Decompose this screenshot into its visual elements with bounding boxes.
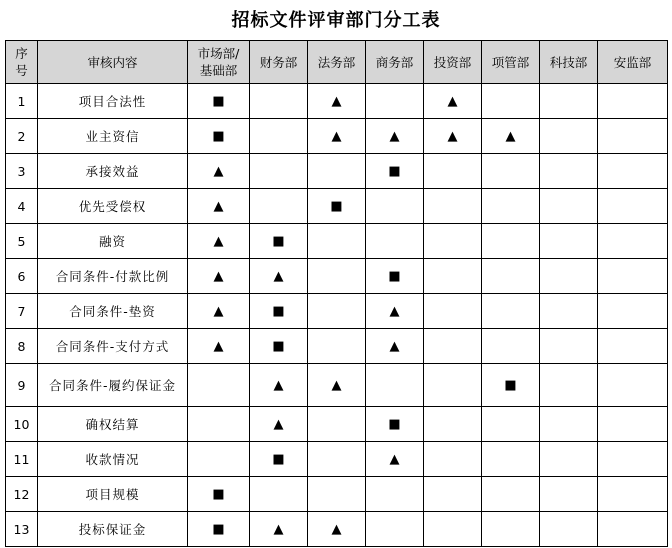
responsibility-cell (366, 154, 424, 189)
header-dept-safety: 安监部 (598, 41, 668, 84)
table-row (6, 329, 668, 364)
responsibility-cell (482, 294, 540, 329)
page-title: 招标文件评审部门分工表 (231, 10, 441, 31)
division-table (5, 40, 668, 547)
responsibility-cell (250, 224, 308, 259)
row-number: 9 (6, 364, 38, 407)
responsibility-cell (482, 442, 540, 477)
responsibility-cell (366, 224, 424, 259)
responsibility-cell (308, 84, 366, 119)
responsibility-cell (188, 442, 250, 477)
triangle-mark-icon: ▲ (389, 129, 400, 144)
responsibility-cell (424, 329, 482, 364)
review-item: 合同条件-履约保证金 (38, 364, 188, 407)
responsibility-cell (598, 329, 668, 364)
table-body (6, 84, 668, 547)
review-item: 项目合法性 (38, 84, 188, 119)
responsibility-cell (540, 477, 598, 512)
responsibility-cell (482, 189, 540, 224)
responsibility-cell (482, 364, 540, 407)
responsibility-cell (366, 294, 424, 329)
responsibility-cell (188, 329, 250, 364)
responsibility-cell (250, 294, 308, 329)
responsibility-cell (598, 154, 668, 189)
square-mark-icon: ■ (330, 199, 343, 214)
triangle-mark-icon: ▲ (273, 269, 284, 284)
table-header-row (6, 41, 668, 84)
table-row (6, 407, 668, 442)
responsibility-cell (188, 477, 250, 512)
table-row (6, 442, 668, 477)
responsibility-cell (366, 512, 424, 547)
review-item: 承接效益 (38, 154, 188, 189)
responsibility-cell (188, 259, 250, 294)
table-row (6, 259, 668, 294)
responsibility-cell (366, 189, 424, 224)
square-mark-icon: ■ (388, 269, 401, 284)
responsibility-cell (424, 259, 482, 294)
responsibility-cell (366, 364, 424, 407)
responsibility-cell (188, 407, 250, 442)
responsibility-cell (482, 329, 540, 364)
responsibility-cell (366, 84, 424, 119)
responsibility-cell (540, 84, 598, 119)
responsibility-cell (482, 224, 540, 259)
square-mark-icon: ■ (272, 234, 285, 249)
header-dept-investment: 投资部 (424, 41, 482, 84)
responsibility-cell (188, 154, 250, 189)
responsibility-cell (308, 119, 366, 154)
triangle-mark-icon: ▲ (331, 94, 342, 109)
triangle-mark-icon: ▲ (213, 269, 224, 284)
responsibility-cell (366, 119, 424, 154)
responsibility-cell (424, 364, 482, 407)
responsibility-cell (598, 407, 668, 442)
responsibility-cell (308, 154, 366, 189)
triangle-mark-icon: ▲ (213, 199, 224, 214)
review-item: 投标保证金 (38, 512, 188, 547)
responsibility-cell (188, 224, 250, 259)
triangle-mark-icon: ▲ (389, 452, 400, 467)
square-mark-icon: ■ (272, 452, 285, 467)
responsibility-cell (424, 294, 482, 329)
responsibility-cell (424, 477, 482, 512)
table-row (6, 477, 668, 512)
responsibility-cell (598, 259, 668, 294)
row-number: 8 (6, 329, 38, 364)
responsibility-cell (308, 294, 366, 329)
responsibility-cell (250, 364, 308, 407)
review-item: 合同条件-垫资 (38, 294, 188, 329)
triangle-mark-icon: ▲ (389, 304, 400, 319)
responsibility-cell (250, 119, 308, 154)
triangle-mark-icon: ▲ (447, 94, 458, 109)
responsibility-cell (540, 294, 598, 329)
triangle-mark-icon: ▲ (213, 234, 224, 249)
table-row (6, 224, 668, 259)
triangle-mark-icon: ▲ (273, 522, 284, 537)
responsibility-cell (308, 329, 366, 364)
review-item: 项目规模 (38, 477, 188, 512)
responsibility-cell (308, 477, 366, 512)
triangle-mark-icon: ▲ (273, 378, 284, 393)
responsibility-cell (250, 189, 308, 224)
review-item: 确权结算 (38, 407, 188, 442)
responsibility-cell (424, 84, 482, 119)
table-row (6, 364, 668, 407)
responsibility-cell (540, 189, 598, 224)
responsibility-cell (424, 442, 482, 477)
responsibility-cell (598, 512, 668, 547)
responsibility-cell (540, 407, 598, 442)
responsibility-cell (540, 442, 598, 477)
table-row (6, 154, 668, 189)
responsibility-cell (366, 477, 424, 512)
row-number: 4 (6, 189, 38, 224)
responsibility-cell (308, 512, 366, 547)
responsibility-cell (540, 224, 598, 259)
responsibility-cell (598, 119, 668, 154)
row-number: 6 (6, 259, 38, 294)
header-dept-legal: 法务部 (308, 41, 366, 84)
table-row (6, 119, 668, 154)
header-dept-project: 项管部 (482, 41, 540, 84)
responsibility-cell (598, 477, 668, 512)
responsibility-cell (250, 442, 308, 477)
responsibility-cell (424, 154, 482, 189)
review-item: 业主资信 (38, 119, 188, 154)
responsibility-cell (598, 364, 668, 407)
responsibility-cell (366, 259, 424, 294)
responsibility-cell (366, 442, 424, 477)
table-row (6, 84, 668, 119)
responsibility-cell (482, 259, 540, 294)
row-number: 1 (6, 84, 38, 119)
square-mark-icon: ■ (388, 417, 401, 432)
triangle-mark-icon: ▲ (505, 129, 516, 144)
review-item: 收款情况 (38, 442, 188, 477)
responsibility-cell (250, 154, 308, 189)
responsibility-cell (250, 329, 308, 364)
row-number: 12 (6, 477, 38, 512)
row-number: 11 (6, 442, 38, 477)
table-row (6, 512, 668, 547)
responsibility-cell (482, 84, 540, 119)
review-item: 合同条件-支付方式 (38, 329, 188, 364)
responsibility-cell (366, 329, 424, 364)
responsibility-cell (482, 407, 540, 442)
responsibility-cell (482, 154, 540, 189)
row-number: 10 (6, 407, 38, 442)
responsibility-cell (482, 119, 540, 154)
responsibility-cell (188, 364, 250, 407)
row-number: 3 (6, 154, 38, 189)
responsibility-cell (188, 512, 250, 547)
responsibility-cell (540, 329, 598, 364)
square-mark-icon: ■ (272, 339, 285, 354)
responsibility-cell (250, 259, 308, 294)
header-seq: 序号 (6, 41, 38, 84)
responsibility-cell (308, 224, 366, 259)
row-number: 13 (6, 512, 38, 547)
triangle-mark-icon: ▲ (213, 164, 224, 179)
header-dept-finance: 财务部 (250, 41, 308, 84)
square-mark-icon: ■ (504, 378, 517, 393)
triangle-mark-icon: ▲ (273, 417, 284, 432)
triangle-mark-icon: ▲ (331, 378, 342, 393)
responsibility-cell (188, 84, 250, 119)
square-mark-icon: ■ (212, 487, 225, 502)
responsibility-cell (598, 224, 668, 259)
review-item: 优先受偿权 (38, 189, 188, 224)
square-mark-icon: ■ (212, 129, 225, 144)
triangle-mark-icon: ▲ (447, 129, 458, 144)
review-item: 合同条件-付款比例 (38, 259, 188, 294)
table-row (6, 189, 668, 224)
square-mark-icon: ■ (388, 164, 401, 179)
review-item: 融资 (38, 224, 188, 259)
responsibility-cell (540, 259, 598, 294)
responsibility-cell (250, 512, 308, 547)
responsibility-cell (424, 224, 482, 259)
responsibility-cell (308, 442, 366, 477)
responsibility-cell (424, 407, 482, 442)
responsibility-cell (188, 189, 250, 224)
header-dept-market: 市场部/基础部 (188, 41, 250, 84)
square-mark-icon: ■ (212, 94, 225, 109)
row-number: 5 (6, 224, 38, 259)
responsibility-cell (598, 84, 668, 119)
responsibility-cell (250, 407, 308, 442)
square-mark-icon: ■ (272, 304, 285, 319)
row-number: 7 (6, 294, 38, 329)
responsibility-cell (188, 294, 250, 329)
responsibility-cell (540, 119, 598, 154)
triangle-mark-icon: ▲ (331, 522, 342, 537)
table-row (6, 294, 668, 329)
row-number: 2 (6, 119, 38, 154)
triangle-mark-icon: ▲ (213, 304, 224, 319)
triangle-mark-icon: ▲ (389, 339, 400, 354)
responsibility-cell (424, 189, 482, 224)
responsibility-cell (540, 364, 598, 407)
responsibility-cell (250, 84, 308, 119)
responsibility-cell (540, 512, 598, 547)
responsibility-cell (598, 442, 668, 477)
responsibility-cell (366, 407, 424, 442)
triangle-mark-icon: ▲ (213, 339, 224, 354)
header-dept-commerce: 商务部 (366, 41, 424, 84)
header-content: 审核内容 (38, 41, 188, 84)
responsibility-cell (308, 189, 366, 224)
responsibility-cell (482, 512, 540, 547)
responsibility-cell (188, 119, 250, 154)
responsibility-cell (308, 407, 366, 442)
responsibility-cell (250, 477, 308, 512)
triangle-mark-icon: ▲ (331, 129, 342, 144)
responsibility-cell (308, 364, 366, 407)
responsibility-cell (598, 294, 668, 329)
header-dept-technology: 科技部 (540, 41, 598, 84)
square-mark-icon: ■ (212, 522, 225, 537)
responsibility-cell (424, 512, 482, 547)
responsibility-cell (540, 154, 598, 189)
responsibility-cell (482, 477, 540, 512)
responsibility-cell (598, 189, 668, 224)
responsibility-cell (308, 259, 366, 294)
responsibility-cell (424, 119, 482, 154)
